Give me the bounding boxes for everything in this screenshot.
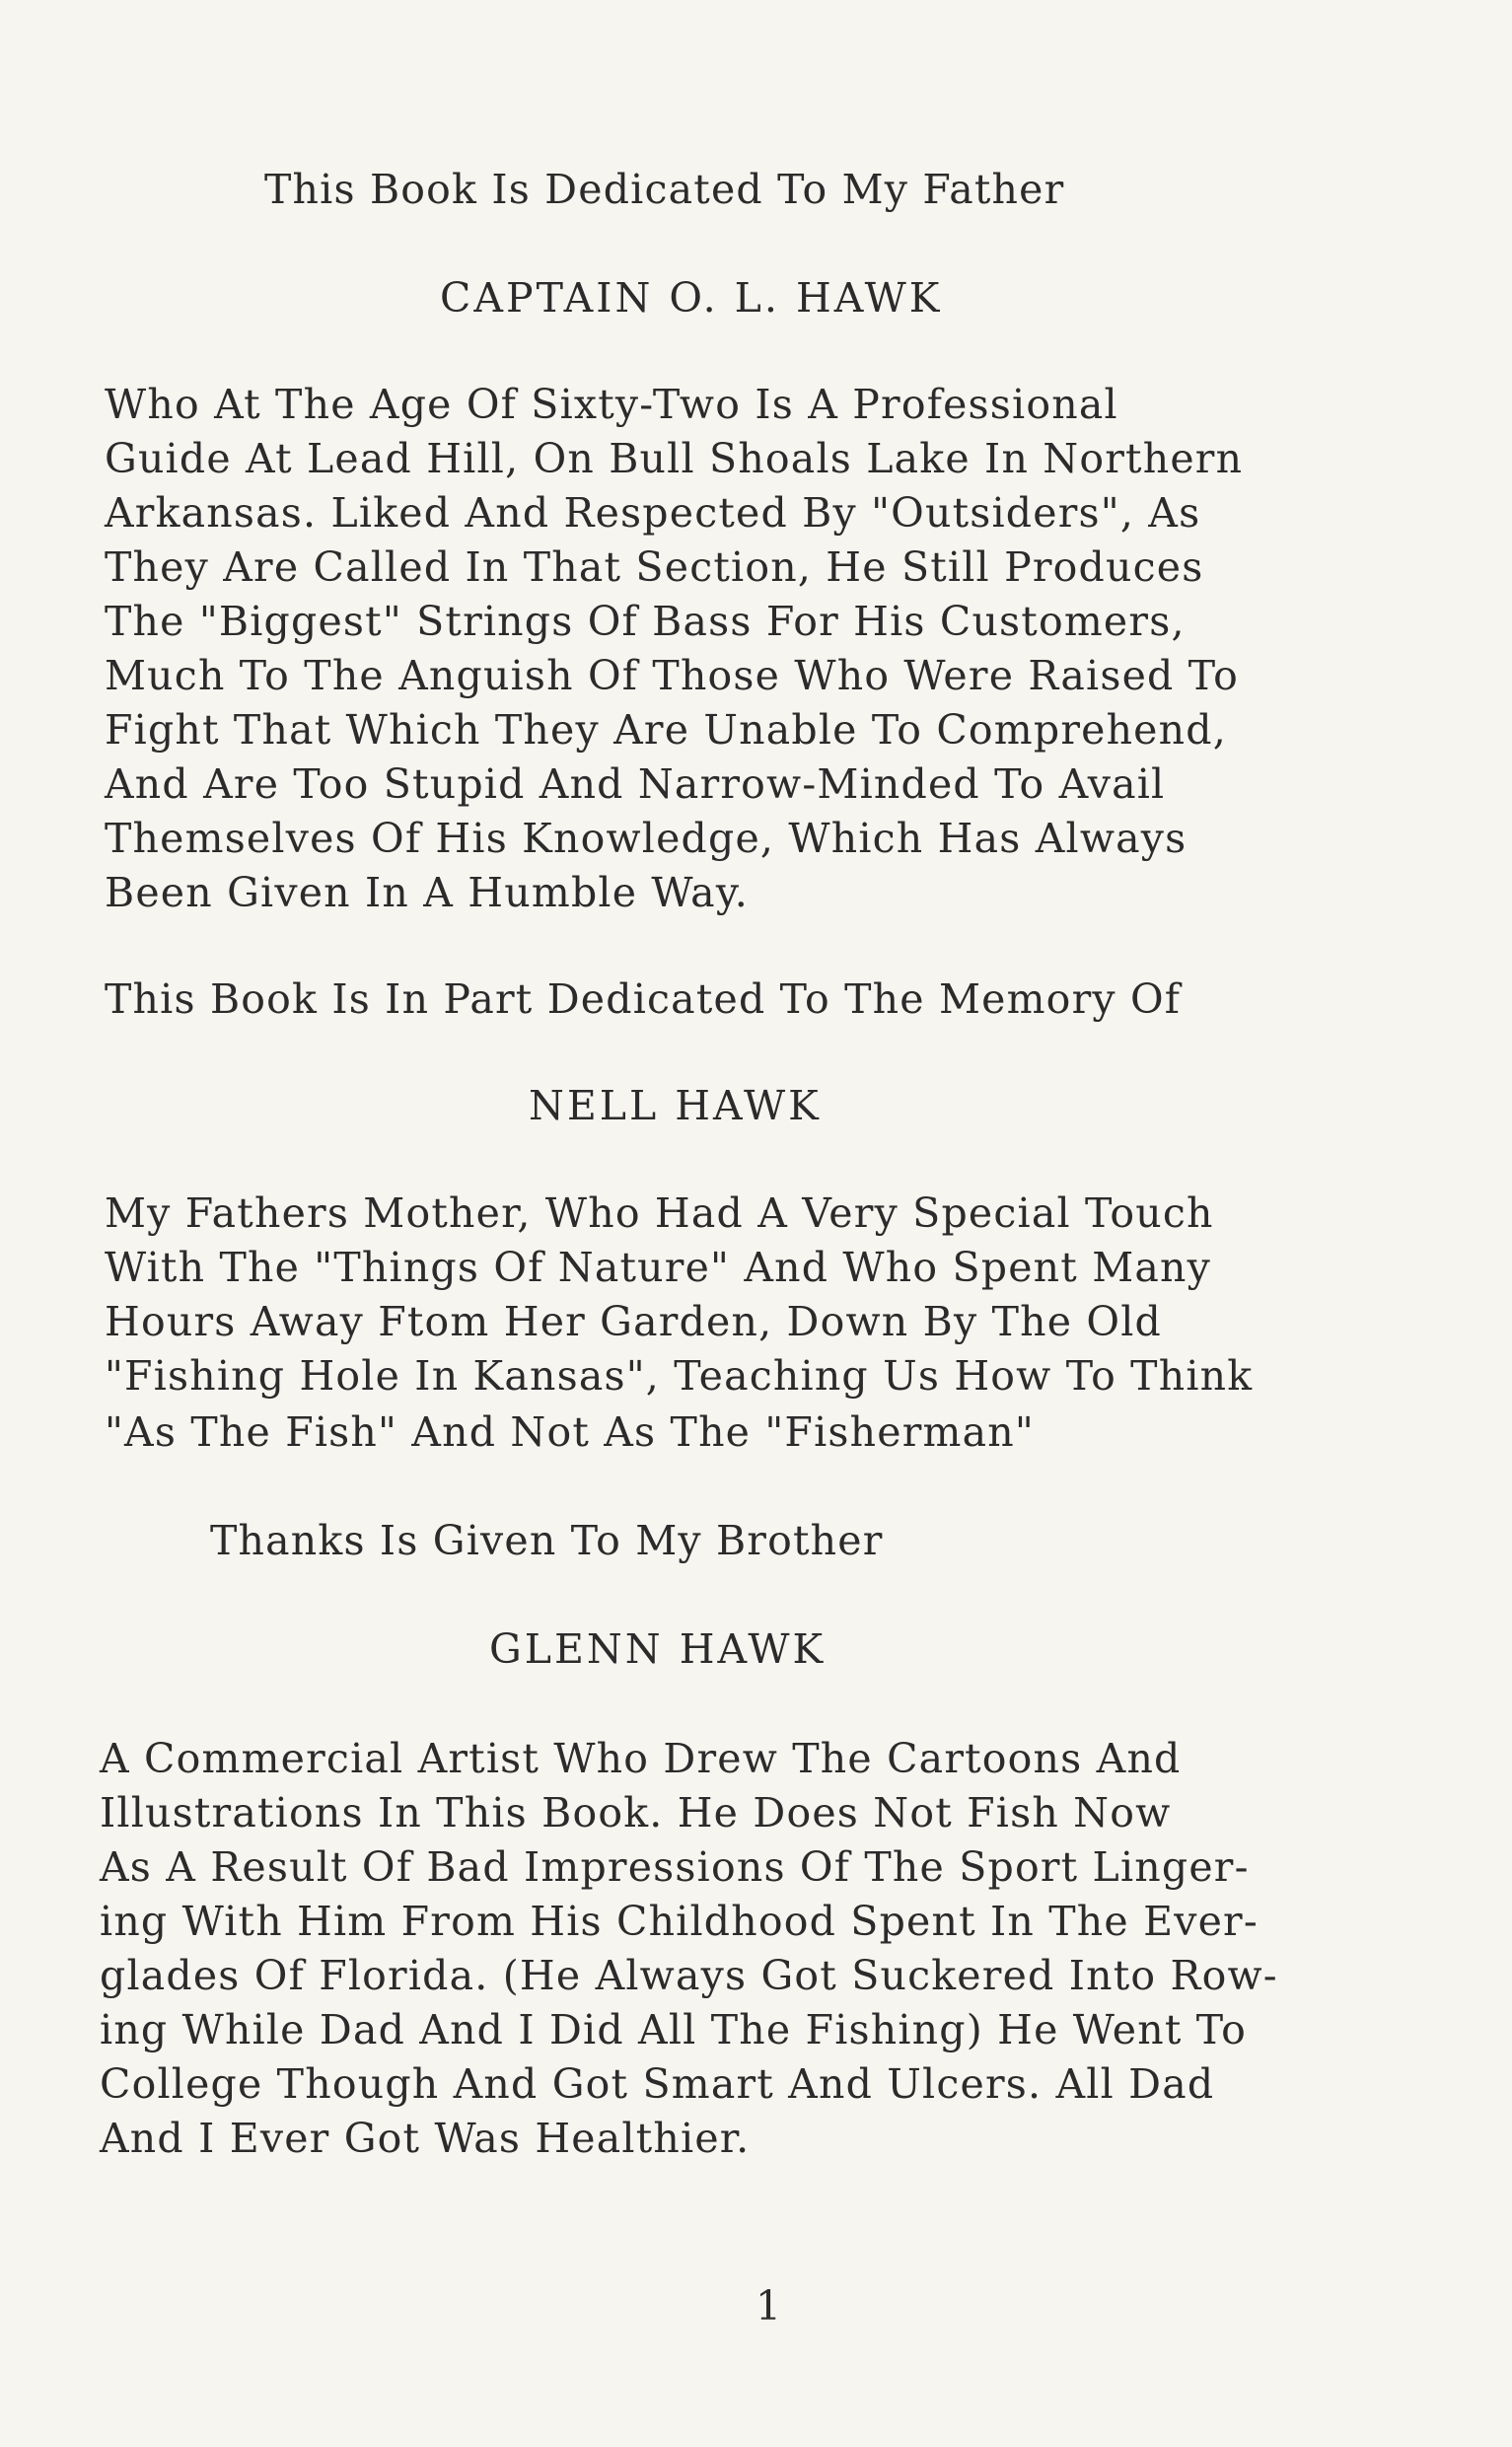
dedication-father-line: Themselves Of His Knowledge, Which Has Always [105, 815, 1188, 862]
dedication-father-line: Guide At Lead Hill, On Bull Shoals Lake In Northern [105, 435, 1244, 482]
dedication-father-line: Arkansas. Liked And Respected By "Outsiders", As [105, 489, 1201, 537]
dedication-grandmother-line: My Fathers Mother, Who Had A Very Special Touch [105, 1189, 1214, 1237]
dedication-father-line: And Are Too Stupid And Narrow-Minded To Avail [105, 760, 1166, 808]
dedication-father-line: The "Biggest" Strings Of Bass For His Customers, [105, 598, 1186, 645]
dedication-grandmother-intro: This Book Is In Part Dedicated To The Memory Of [105, 975, 1182, 1023]
dedication-grandmother-name: NELL HAWK [529, 1082, 822, 1129]
dedication-father-line: They Are Called In That Section, He Still Produces [105, 543, 1204, 591]
thanks-brother-line: ing With Him From His Childhood Spent In The Ever- [100, 1898, 1259, 1945]
thanks-brother-line: glades Of Florida. (He Always Got Suckered Into Row- [100, 1952, 1278, 1999]
thanks-brother-line: Illustrations In This Book. He Does Not Fish Now [100, 1789, 1172, 1836]
page-number: 1 [756, 2282, 782, 2330]
thanks-brother-line: ing While Dad And I Did All The Fishing) He Went To [100, 2006, 1248, 2053]
dedication-grandmother-line: Hours Away Ftom Her Garden, Down By The Old [105, 1298, 1162, 1345]
thanks-brother-name: GLENN HAWK [489, 1625, 827, 1673]
dedication-grandmother-line: "Fishing Hole In Kansas", Teaching Us How To Think [105, 1352, 1254, 1400]
thanks-brother-line: As A Result Of Bad Impressions Of The Sport Linger- [100, 1843, 1250, 1891]
thanks-brother-intro: Thanks Is Given To My Brother [210, 1517, 884, 1564]
thanks-brother-line: College Though And Got Smart And Ulcers. All Dad [100, 2060, 1215, 2108]
dedication-father-line: Much To The Anguish Of Those Who Were Raised To [105, 652, 1239, 699]
dedication-father-line: Fight That Which They Are Unable To Comprehend, [105, 706, 1227, 754]
dedication-father-name: CAPTAIN O. L. HAWK [440, 274, 943, 322]
dedication-grandmother-line: "As The Fish" And Not As The "Fisherman" [105, 1408, 1035, 1456]
dedication-father-intro: This Book Is Dedicated To My Father [264, 166, 1065, 213]
thanks-brother-line: A Commercial Artist Who Drew The Cartoons And [100, 1735, 1182, 1782]
thanks-brother-line: And I Ever Got Was Healthier. [100, 2115, 751, 2162]
dedication-grandmother-line: With The "Things Of Nature" And Who Spent Many [105, 1244, 1211, 1291]
dedication-father-line: Been Given In A Humble Way. [105, 869, 749, 916]
dedication-father-line: Who At The Age Of Sixty-Two Is A Professional [105, 381, 1118, 428]
